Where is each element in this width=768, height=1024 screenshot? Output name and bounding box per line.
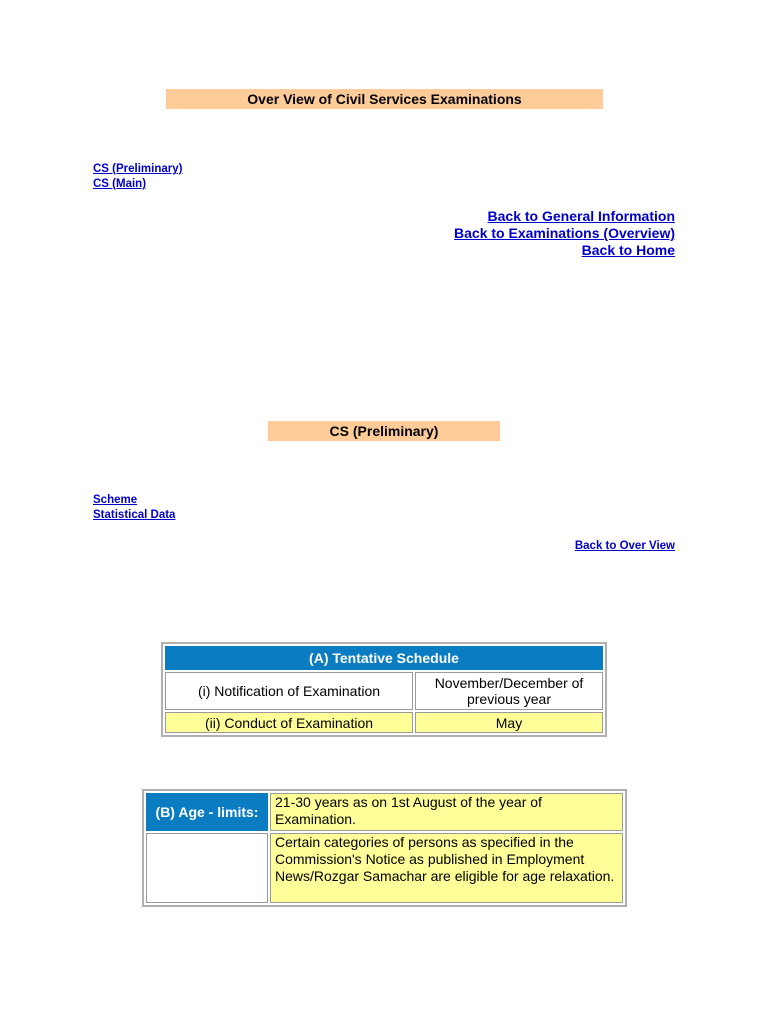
table-row [165, 672, 603, 710]
link-statistical-data[interactable]: Statistical Data [93, 509, 176, 521]
table-row [146, 793, 623, 831]
overview-title-banner [166, 89, 603, 109]
link-back-general-information[interactable]: Back to General Information [487, 208, 675, 224]
table-row [146, 833, 623, 903]
schedule-item-cell: (ii) Conduct of Examination [165, 712, 413, 733]
age-limits-text: 21-30 years as on 1st August of the year of Examination. [270, 793, 623, 831]
overview-back-links [454, 208, 675, 259]
link-cs-main[interactable]: CS (Main) [93, 178, 147, 190]
link-back-over-view[interactable]: Back to Over View [574, 540, 675, 552]
link-cs-preliminary[interactable]: CS (Preliminary) [93, 163, 183, 175]
tentative-schedule-table [161, 642, 607, 737]
link-back-home[interactable]: Back to Home [581, 242, 675, 258]
link-back-examinations-overview[interactable]: Back to Examinations (Overview) [454, 225, 675, 241]
link-scheme[interactable]: Scheme [93, 494, 138, 506]
overview-links [93, 162, 182, 192]
table-row [165, 712, 603, 733]
age-limits-label: (B) Age - limits: [146, 793, 268, 831]
preliminary-title: CS (Preliminary) [329, 423, 439, 439]
schedule-heading: (A) Tentative Schedule [165, 646, 603, 670]
age-limits-table [142, 789, 627, 907]
schedule-value-cell: May [415, 712, 603, 733]
age-relaxation-text: Certain categories of persons as specified in the Commission's Notice as published in Employment News/Rozgar Samachar are eligible for age relaxation. [270, 833, 623, 903]
schedule-value-cell: November/December of previous year [415, 672, 603, 710]
preliminary-back-links [575, 539, 675, 554]
preliminary-links [93, 493, 175, 523]
overview-title: Over View of Civil Services Examinations [247, 91, 522, 107]
preliminary-title-banner [268, 421, 500, 441]
empty-cell [146, 833, 268, 903]
schedule-item-cell: (i) Notification of Examination [165, 672, 413, 710]
table-header-row [165, 646, 603, 670]
